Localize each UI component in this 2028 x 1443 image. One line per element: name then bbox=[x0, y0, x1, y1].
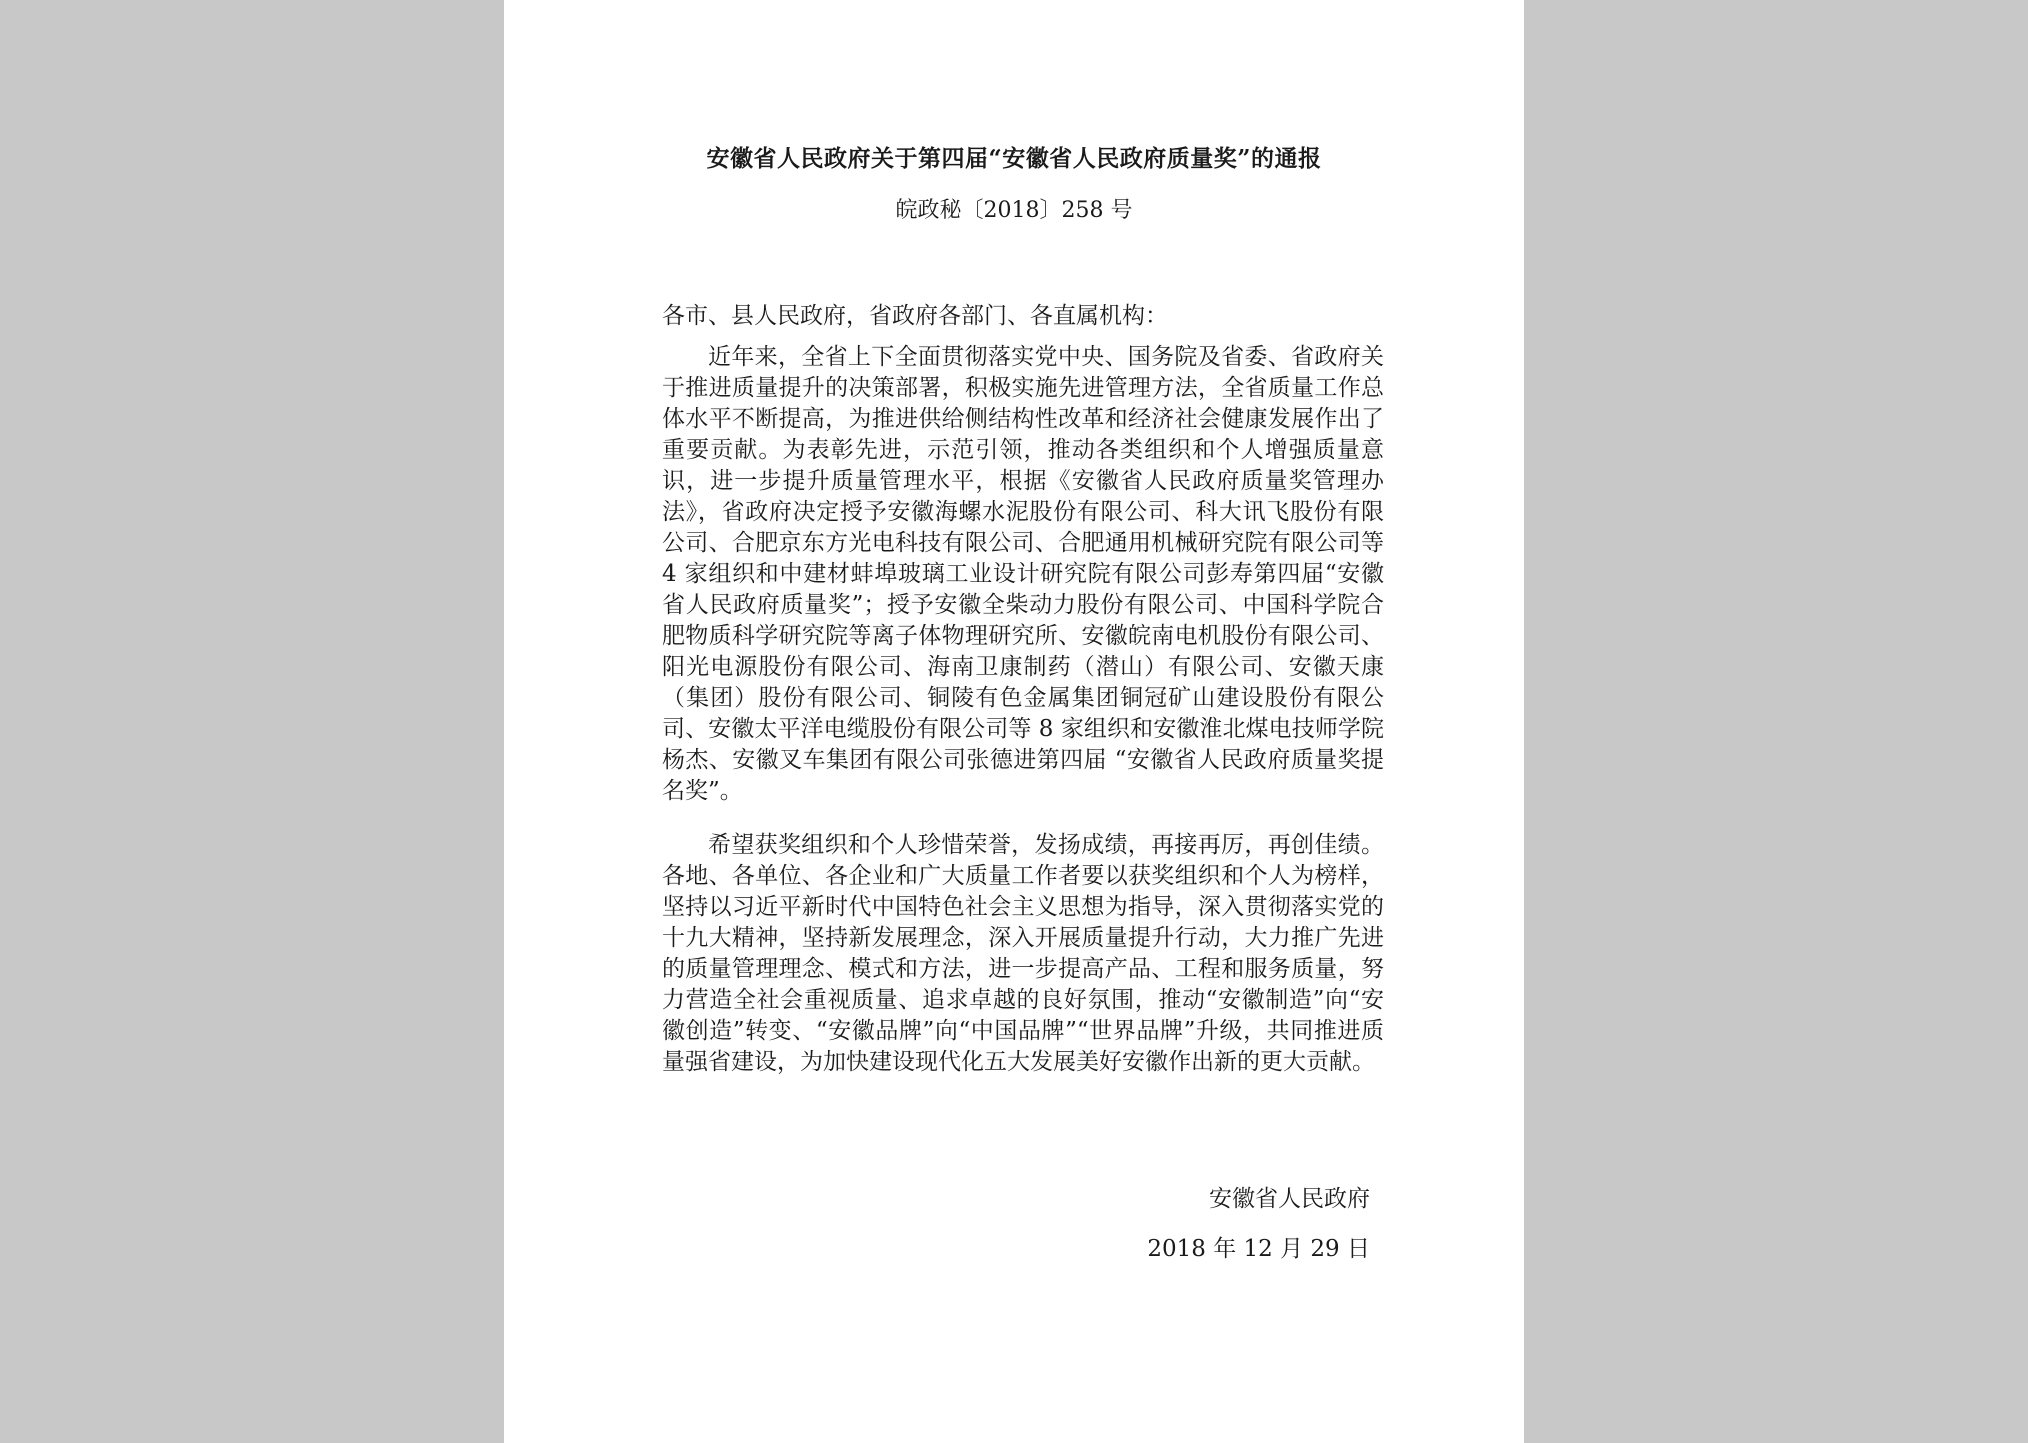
addressee: 各市、县人民政府，省政府各部门、各直属机构： bbox=[662, 303, 1168, 329]
issuer-signature: 安徽省人民政府 bbox=[1209, 1186, 1370, 1212]
body-paragraph-1: 近年来，全省上下全面贯彻落实党中央、国务院及省委、省政府关于推进质量提升的决策部署，积极实施先进管理方法，全省质量工作总体水平不断提高，为推进供给侧结构性改革和经济社会健康发展作出了重要贡献。为表彰先进，示范引领，推动各类组织和个人增强质量意识，进一步提升质量管理水平，根据《安徽省人民政府质量奖管理办法》，省政府决定授予安徽海螺水泥股份有限公司、科大讯飞股份有限公司、合肥京东方光电科技有限公司、合肥通用机械研究院有限公司等 4 家组织和中建材蚌埠玻璃工业设计研究院有限公司彭寿第四届“安徽省人民政府质量奖”；授予安徽全柴动力股份有限公司、中国科学院合肥物质科学研究院等离子体物理研究所、安徽皖南电机股份有限公司、阳光电源股份有限公司、海南卫康制药（潜山）有限公司、安徽天康（集团）股份有限公司、铜陵有色金属集团铜冠矿山建设股份有限公司、安徽太平洋电缆股份有限公司等 8 家组织和安徽淮北煤电技师学院杨杰、安徽叉车集团有限公司张德进第四届 “安徽省人民政府质量奖提名奖”。 bbox=[662, 344, 1384, 804]
document-page bbox=[504, 0, 1524, 1443]
issue-date: 2018 年 12 月 29 日 bbox=[1147, 1236, 1370, 1262]
document-number: 皖政秘〔2018〕258 号 bbox=[895, 198, 1133, 223]
body-paragraph-2: 希望获奖组织和个人珍惜荣誉，发扬成绩，再接再厉，再创佳绩。各地、各单位、各企业和广大质量工作者要以获奖组织和个人为榜样，坚持以习近平新时代中国特色社会主义思想为指导，深入贯彻落实党的十九大精神，坚持新发展理念，深入开展质量提升行动，大力推广先进的质量管理理念、模式和方法，进一步提高产品、工程和服务质量，努力营造全社会重视质量、追求卓越的良好氛围，推动“安徽制造”向“安徽创造”转变、“安徽品牌”向“中国品牌”“世界品牌”升级，共同推进质量强省建设，为加快建设现代化五大发展美好安徽作出新的更大贡献。 bbox=[662, 832, 1384, 1075]
document-title: 安徽省人民政府关于第四届“安徽省人民政府质量奖”的通报 bbox=[706, 145, 1322, 172]
